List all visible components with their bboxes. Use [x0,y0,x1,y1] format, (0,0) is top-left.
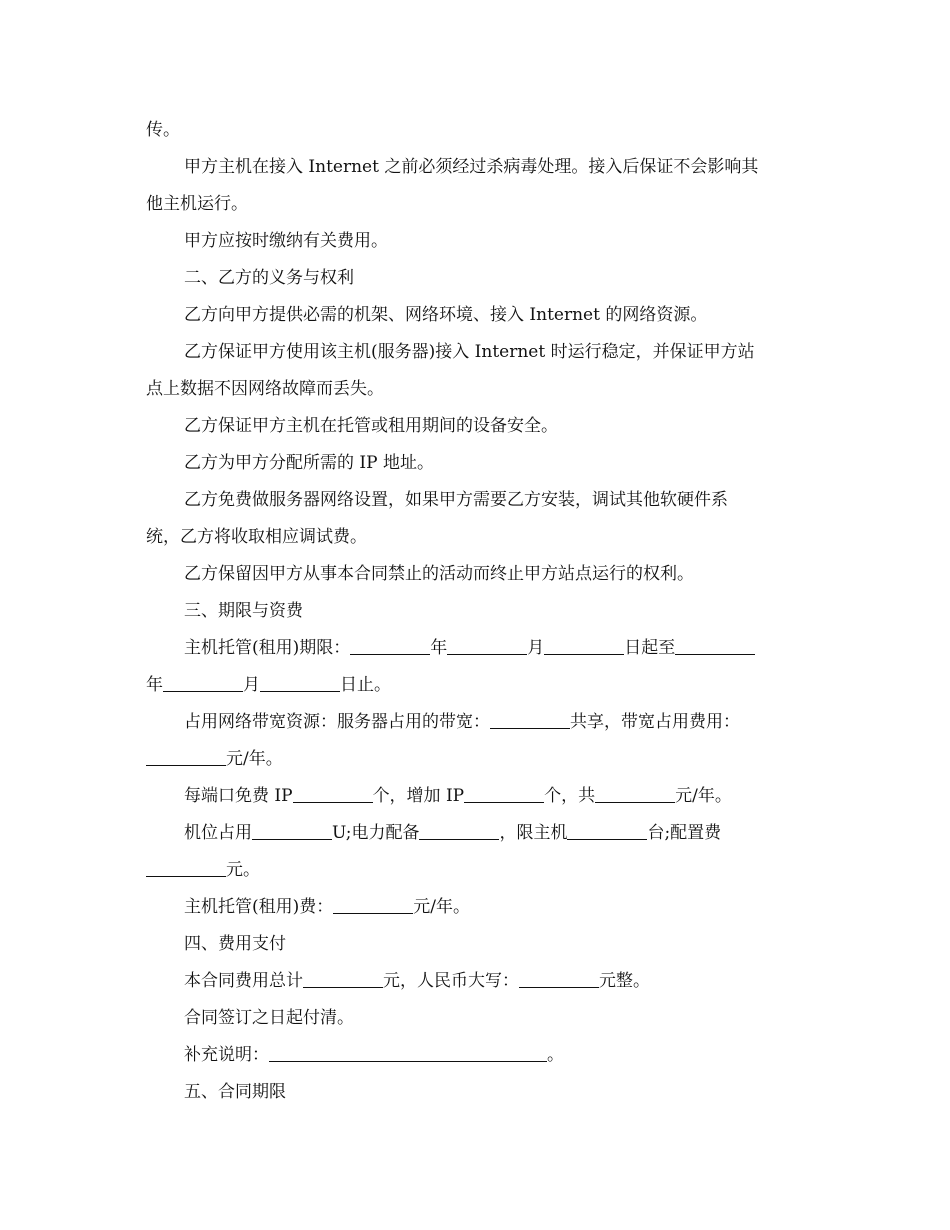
text: 四、费用支付 [184,934,286,954]
fill-blank[interactable] [252,822,332,840]
text: 年 [146,675,163,695]
paragraph [146,1037,811,1074]
text: 甲方应按时缴纳有关费用。 [184,231,388,251]
section-heading [146,926,811,963]
paragraph [146,815,811,852]
text: 元/年。 [675,786,732,806]
fill-blank[interactable] [675,637,755,655]
fill-blank[interactable] [544,637,624,655]
text: 每端口免费 IP [184,786,293,806]
paragraph [146,519,811,556]
paragraph [146,889,811,926]
paragraph [146,741,811,778]
paragraph [146,963,811,1000]
paragraph [146,112,811,149]
text: 元/年。 [413,897,470,917]
section-heading [146,260,811,297]
paragraph [146,630,811,667]
paragraph [146,482,811,519]
fill-blank[interactable] [333,896,413,914]
text: 日止。 [340,675,391,695]
text: 台;配置费 [647,823,722,843]
text: 主机托管(租用)费： [184,897,334,917]
text: 个，增加 IP [372,786,465,806]
fill-blank[interactable] [303,970,383,988]
text: 乙方为甲方分配所需的 IP 地址。 [184,453,434,473]
fill-blank[interactable] [419,822,499,840]
paragraph [146,556,811,593]
text: 月 [527,638,545,658]
fill-blank[interactable] [464,785,544,803]
fill-blank[interactable] [146,859,226,877]
text: 甲方主机在接入 Internet 之前必须经过杀病毒处理。接入后保证不会影响其 [184,157,759,177]
text: 他主机运行。 [146,194,248,214]
paragraph [146,778,811,815]
text: 点上数据不因网络故障而丢失。 [146,379,384,399]
fill-blank[interactable] [269,1044,547,1062]
text: 传。 [146,120,180,140]
fill-blank[interactable] [163,674,243,692]
section-heading [146,1074,811,1111]
paragraph [146,223,811,260]
text: 主机托管(租用)期限： [184,638,351,658]
text: 日起至 [624,638,676,658]
text: 乙方保证甲方使用该主机(服务器)接入 Internet 时运行稳定，并保证甲方站 [184,342,755,362]
text: 元。 [226,860,260,880]
text: 。 [547,1045,564,1065]
paragraph [146,371,811,408]
text: U;电力配备 [332,823,420,843]
fill-blank[interactable] [567,822,647,840]
text: 月 [243,675,260,695]
paragraph [146,1000,811,1037]
fill-blank[interactable] [146,748,226,766]
text: ，限主机 [499,823,568,843]
text: 二、乙方的义务与权利 [184,268,354,288]
fill-blank[interactable] [447,637,527,655]
text: 元，人民币大写： [383,971,519,991]
paragraph [146,667,811,704]
fill-blank[interactable] [293,785,373,803]
text: 元整。 [599,971,650,991]
text: 合同签订之日起付清。 [184,1008,354,1028]
paragraph [146,852,811,889]
fill-blank[interactable] [260,674,340,692]
text: 乙方向甲方提供必需的机架、网络环境、接入 Internet 的网络资源。 [184,305,708,325]
text: 乙方保留因甲方从事本合同禁止的活动而终止甲方站点运行的权利。 [184,564,694,584]
text: 统，乙方将收取相应调试费。 [146,527,367,547]
paragraph [146,186,811,223]
text: 三、期限与资费 [184,601,303,621]
text: 补充说明： [184,1045,269,1065]
paragraph [146,149,811,186]
section-heading [146,593,811,630]
contract-body [146,112,811,1111]
fill-blank[interactable] [350,637,430,655]
paragraph [146,297,811,334]
text: 占用网络带宽资源：服务器占用的带宽： [184,712,490,732]
fill-blank[interactable] [519,970,599,988]
text: 年 [430,638,448,658]
paragraph [146,445,811,482]
text: 五、合同期限 [184,1082,286,1102]
text: 共享，带宽占用费用： [570,712,740,732]
text: 机位占用 [184,823,252,843]
fill-blank[interactable] [490,711,570,729]
paragraph [146,408,811,445]
text: 乙方免费做服务器网络设置，如果甲方需要乙方安装，调试其他软硬件系 [184,490,728,510]
paragraph [146,334,811,371]
text: 元/年。 [226,749,283,769]
text: 乙方保证甲方主机在托管或租用期间的设备安全。 [184,416,558,436]
fill-blank[interactable] [595,785,675,803]
text: 本合同费用总计 [184,971,303,991]
paragraph [146,704,811,741]
text: 个，共 [544,786,596,806]
